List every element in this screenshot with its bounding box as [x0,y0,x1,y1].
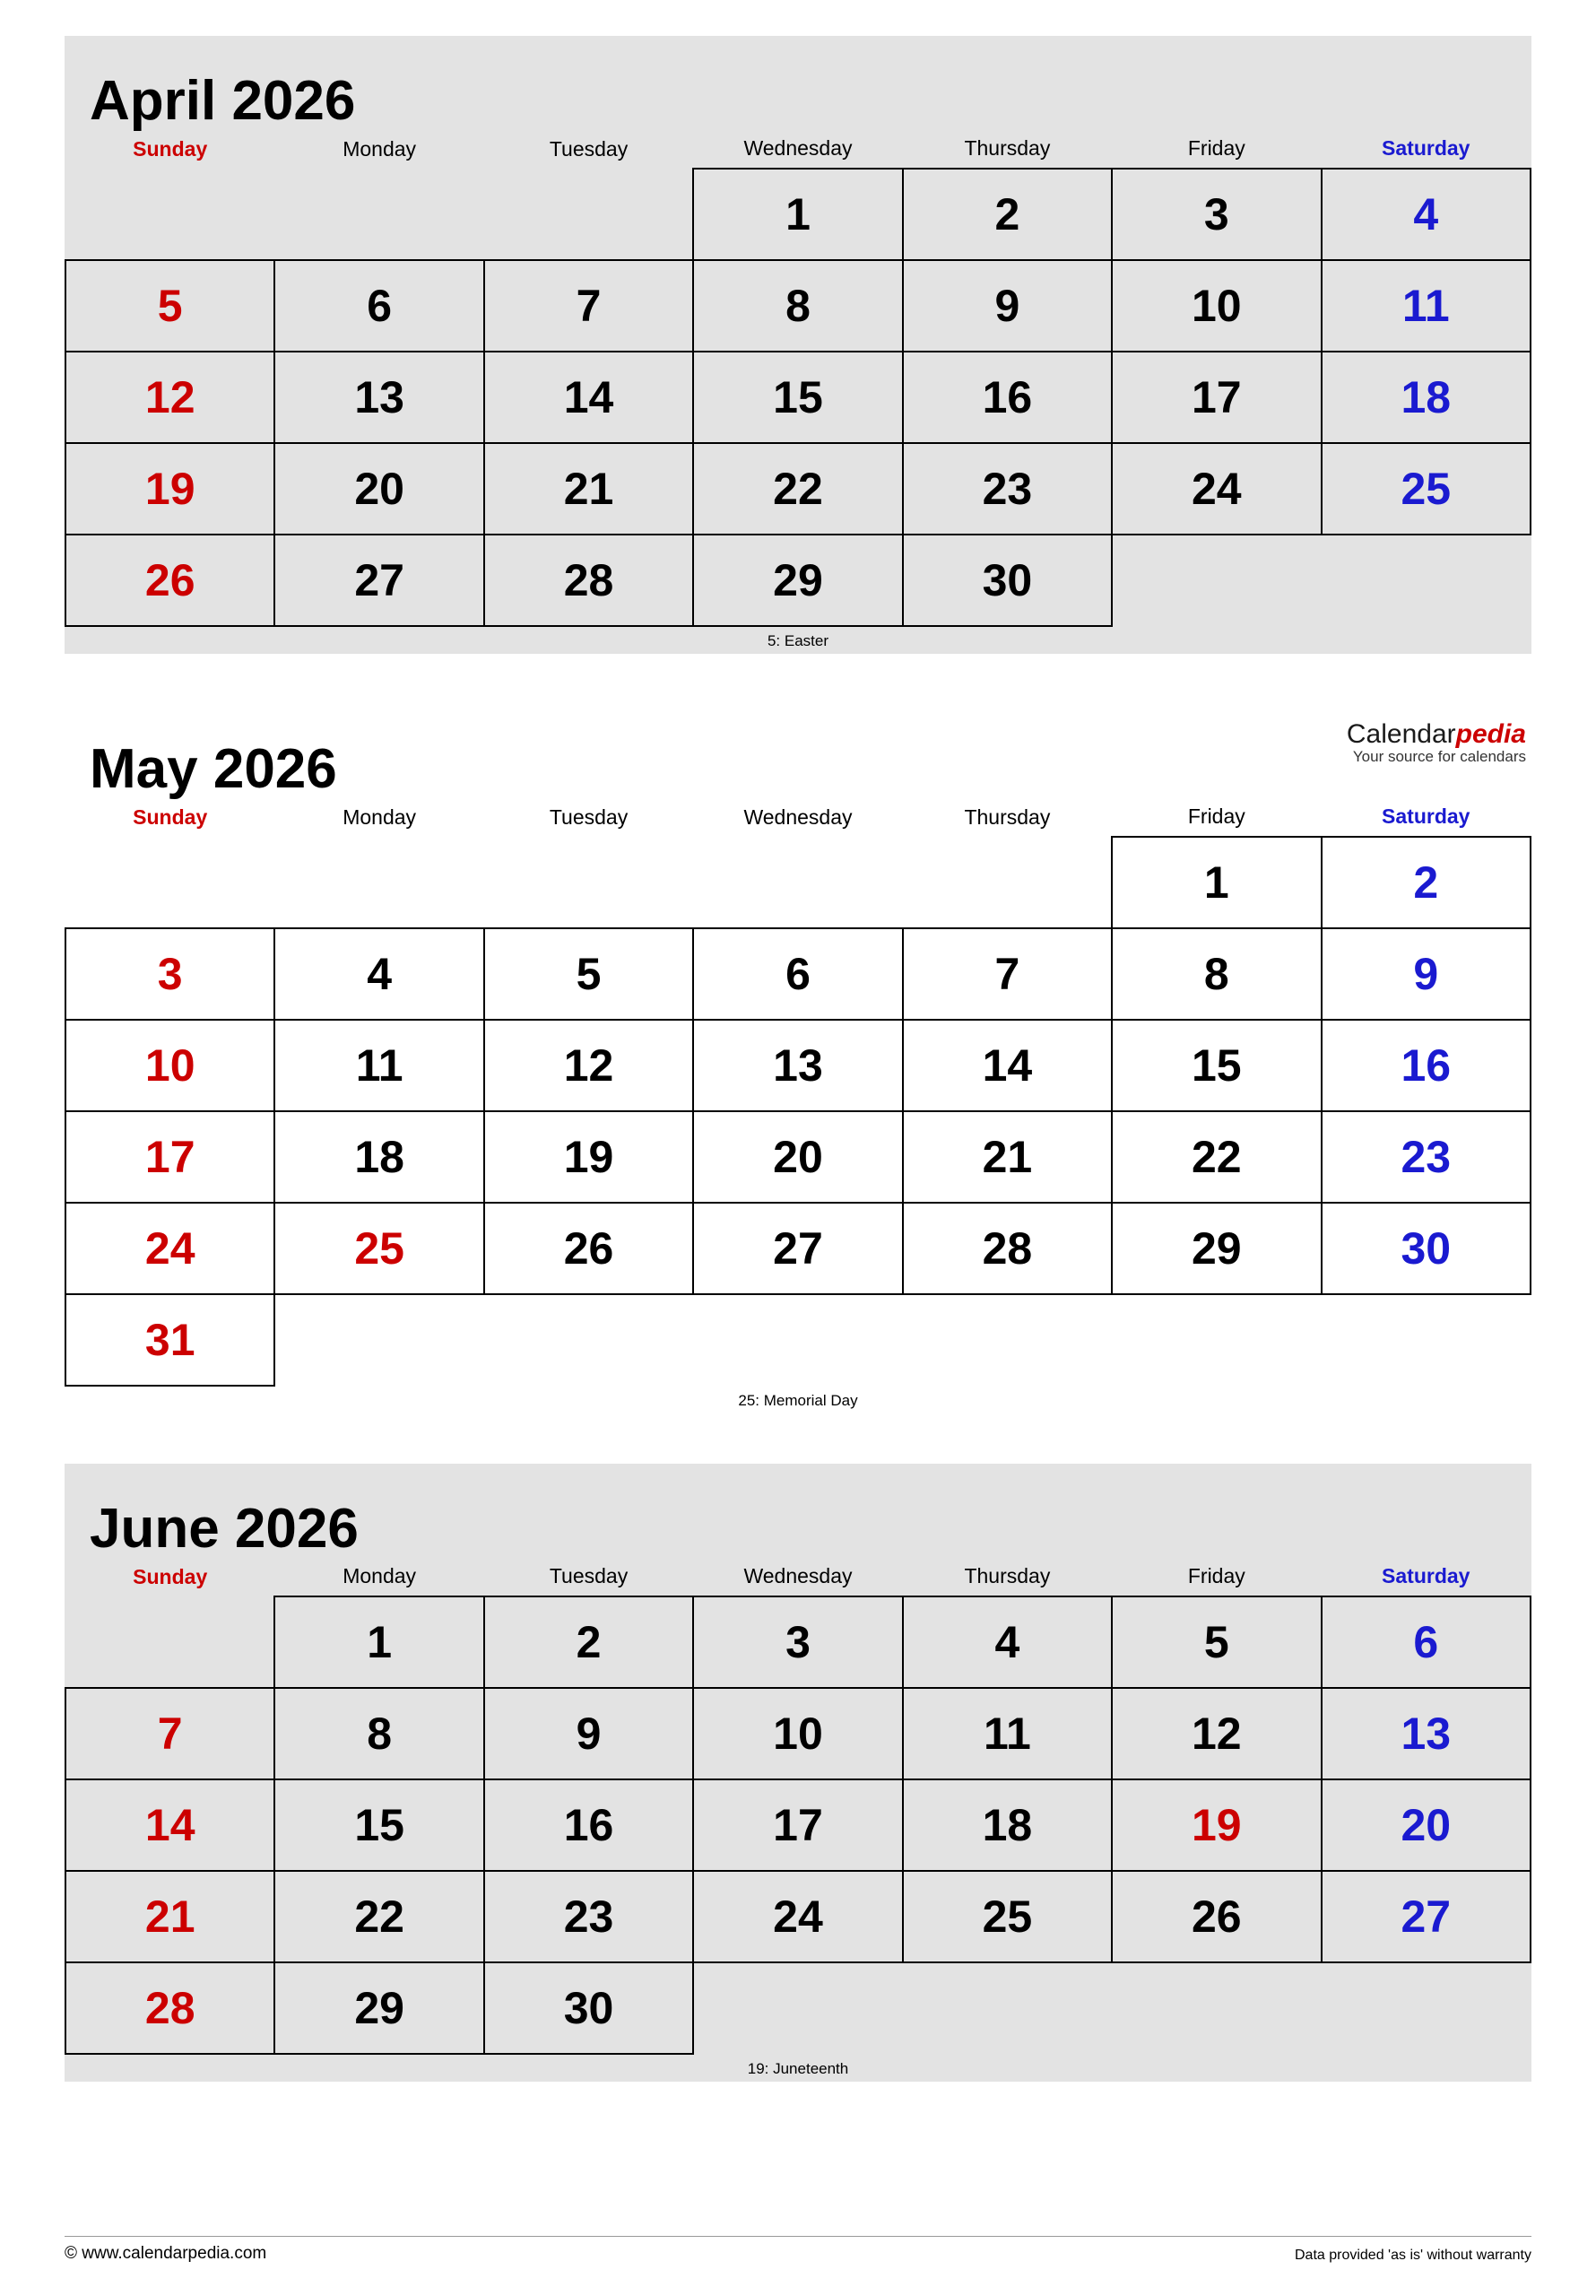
calendar-day-cell[interactable]: 6 [693,928,902,1020]
weekday-tuesday: Tuesday [549,804,629,829]
calendar-day-cell[interactable]: 1 [274,1596,483,1688]
calendar-cell-empty [65,169,274,260]
calendar-day-cell[interactable]: 21 [484,443,693,535]
calendar-day-cell[interactable]: 16 [484,1779,693,1871]
calendar-day-cell[interactable]: 10 [65,1020,274,1111]
calendar-cell-empty [65,1596,274,1688]
weekday-saturday: Saturday [1382,136,1470,160]
calendar-day-cell[interactable]: 7 [484,260,693,352]
calendar-day-cell[interactable]: 20 [274,443,483,535]
calendar-day-cell[interactable]: 6 [1322,1596,1531,1688]
calendar-day-cell[interactable]: 15 [1112,1020,1321,1111]
calendar-cell-empty [1322,1962,1531,2054]
calendar-day-cell[interactable]: 28 [65,1962,274,2054]
calendar-day-cell[interactable]: 17 [65,1111,274,1203]
calendar-cell-empty [693,837,902,928]
calendar-week-row [65,535,1531,626]
may-header [65,704,1531,803]
calendar-day-cell[interactable]: 11 [903,1688,1112,1779]
calendar-day-cell[interactable]: 4 [274,928,483,1020]
calendar-day-cell[interactable]: 12 [65,352,274,443]
calendar-cell-empty [65,837,274,928]
weekday-header-row [65,135,1531,169]
calendar-day-cell[interactable]: 2 [1322,837,1531,928]
calendar-week-row [65,169,1531,260]
april-header [65,36,1531,135]
calendar-day-cell[interactable]: 15 [274,1779,483,1871]
calendar-day-cell[interactable]: 14 [903,1020,1112,1111]
calendar-week-row [65,1779,1531,1871]
calendar-day-cell[interactable]: 19 [65,443,274,535]
calendar-day-cell[interactable]: 8 [693,260,902,352]
calendar-table-june [65,1562,1531,2055]
calendar-day-cell[interactable]: 8 [274,1688,483,1779]
calendar-day-cell[interactable]: 7 [903,928,1112,1020]
weekday-header-row [65,1562,1531,1596]
calendar-day-cell[interactable]: 9 [1322,928,1531,1020]
month-notes-may: 25: Memorial Day [738,1392,858,1409]
brand-tagline: Your source for calendars [1352,747,1526,765]
calendar-day-cell[interactable]: 10 [1112,260,1321,352]
footer-disclaimer: Data provided 'as is' without warranty [1294,2248,1531,2263]
footer-copyright: © www.calendarpedia.com [65,2244,267,2263]
calendar-day-cell[interactable]: 1 [693,169,902,260]
may-band [65,704,1531,1413]
brand-name [1347,720,1526,749]
calendar-cell-empty [1112,1294,1321,1386]
calendar-day-cell[interactable]: 4 [1322,169,1531,260]
weekday-monday: Monday [343,136,417,161]
calendar-cell-empty [693,1962,902,2054]
calendar-day-cell[interactable]: 25 [1322,443,1531,535]
calendar-day-cell[interactable]: 26 [484,1203,693,1294]
calendar-day-cell[interactable]: 18 [903,1779,1112,1871]
calendar-day-cell[interactable]: 12 [484,1020,693,1111]
calendar-day-cell[interactable]: 9 [484,1688,693,1779]
calendar-day-cell[interactable]: 29 [693,535,902,626]
calendar-day-cell[interactable]: 10 [693,1688,902,1779]
calendar-day-cell[interactable]: 17 [1112,352,1321,443]
month-block-june [65,1464,1531,2082]
calendar-day-cell[interactable]: 14 [484,352,693,443]
calendar-day-cell[interactable]: 20 [693,1111,902,1203]
month-block-april [65,36,1531,654]
calendar-day-cell[interactable]: 29 [1112,1203,1321,1294]
calendar-day-cell[interactable]: 3 [693,1596,902,1688]
weekday-friday: Friday [1187,804,1245,828]
calendar-week-row [65,837,1531,928]
april-band [65,36,1531,654]
calendar-day-cell[interactable]: 11 [274,1020,483,1111]
weekday-thursday: Thursday [964,136,1051,160]
weekday-wednesday: Wednesday [743,1564,853,1587]
calendarpedia-logo [1347,720,1526,764]
calendar-day-cell[interactable]: 3 [1112,169,1321,260]
weekday-friday: Friday [1187,136,1245,160]
calendar-day-cell[interactable]: 11 [1322,260,1531,352]
calendar-day-cell[interactable]: 18 [274,1111,483,1203]
calendar-cell-empty [484,169,693,260]
calendar-day-cell[interactable]: 1 [1112,837,1321,928]
calendar-day-cell[interactable]: 27 [274,535,483,626]
calendar-cell-empty [903,1294,1112,1386]
weekday-wednesday: Wednesday [743,136,853,160]
calendar-week-row [65,1962,1531,2054]
calendar-day-cell[interactable]: 8 [1112,928,1321,1020]
calendar-day-cell[interactable]: 12 [1112,1688,1321,1779]
calendar-cell-empty [484,1294,693,1386]
calendar-day-cell[interactable]: 24 [693,1871,902,1962]
calendar-day-cell[interactable]: 28 [903,1203,1112,1294]
calendar-day-cell[interactable]: 16 [903,352,1112,443]
calendar-day-cell[interactable]: 28 [484,535,693,626]
calendar-day-cell[interactable]: 30 [903,535,1112,626]
calendar-cell-empty [903,837,1112,928]
calendar-day-cell[interactable]: 23 [1322,1111,1531,1203]
calendar-day-cell[interactable]: 14 [65,1779,274,1871]
calendar-week-row [65,1596,1531,1688]
calendar-day-cell[interactable]: 21 [903,1111,1112,1203]
calendar-week-row [65,260,1531,352]
calendar-day-cell[interactable]: 24 [65,1203,274,1294]
calendar-day-cell[interactable]: 27 [1322,1871,1531,1962]
calendar-day-cell[interactable]: 3 [65,928,274,1020]
calendar-week-row [65,443,1531,535]
calendar-day-cell[interactable]: 17 [693,1779,902,1871]
calendar-day-cell[interactable]: 13 [274,352,483,443]
calendar-day-cell[interactable]: 26 [1112,1871,1321,1962]
calendar-week-row [65,928,1531,1020]
spacer-2 [65,1413,1531,1464]
weekday-friday: Friday [1187,1564,1245,1587]
calendar-week-row [65,1020,1531,1111]
calendar-day-cell[interactable]: 5 [65,260,274,352]
calendar-cell-empty [1322,535,1531,626]
calendar-week-row [65,352,1531,443]
month-title-june: June 2026 [90,1498,359,1560]
calendar-day-cell[interactable]: 2 [903,169,1112,260]
calendar-week-row [65,1688,1531,1779]
calendar-body-june [65,1596,1531,2054]
calendar-day-cell[interactable]: 23 [903,443,1112,535]
month-title-april: April 2026 [90,70,356,132]
calendar-day-cell[interactable]: 6 [274,260,483,352]
june-band [65,1464,1531,2082]
spacer-1 [65,654,1531,704]
weekday-tuesday: Tuesday [549,1564,629,1587]
weekday-wednesday: Wednesday [743,804,853,829]
calendar-cell-empty [1112,535,1321,626]
calendar-day-cell[interactable]: 20 [1322,1779,1531,1871]
weekday-sunday: Sunday [133,1564,208,1588]
month-title-may: May 2026 [90,738,337,800]
calendar-day-cell[interactable]: 7 [65,1688,274,1779]
weekday-saturday: Saturday [1382,1564,1470,1587]
calendar-day-cell[interactable]: 25 [274,1203,483,1294]
calendar-day-cell[interactable]: 19 [1112,1779,1321,1871]
calendar-cell-empty [274,169,483,260]
calendar-cell-empty [693,1294,902,1386]
calendar-day-cell[interactable]: 25 [903,1871,1112,1962]
calendar-day-cell[interactable]: 9 [903,260,1112,352]
calendar-day-cell[interactable]: 30 [484,1962,693,2054]
brand-name-main: Calendar [1346,719,1456,749]
calendar-day-cell[interactable]: 16 [1322,1020,1531,1111]
calendar-day-cell[interactable]: 24 [1112,443,1321,535]
calendar-week-row [65,1871,1531,1962]
weekday-tuesday: Tuesday [549,136,629,161]
calendar-day-cell[interactable]: 22 [274,1871,483,1962]
june-header [65,1464,1531,1562]
weekday-saturday: Saturday [1382,804,1470,828]
calendar-day-cell[interactable]: 5 [484,928,693,1020]
brand-name-accent: pedia [1455,719,1526,749]
calendar-body-may [65,837,1531,1386]
weekday-monday: Monday [343,804,417,829]
calendar-day-cell[interactable]: 13 [693,1020,902,1111]
calendar-cell-empty [274,837,483,928]
calendar-day-cell[interactable]: 31 [65,1294,274,1386]
calendar-cell-empty [274,1294,483,1386]
calendar-day-cell[interactable]: 5 [1112,1596,1321,1688]
calendar-cell-empty [484,837,693,928]
calendar-day-cell[interactable]: 4 [903,1596,1112,1688]
calendar-day-cell[interactable]: 22 [1112,1111,1321,1203]
weekday-sunday: Sunday [133,804,208,829]
calendar-day-cell[interactable]: 26 [65,535,274,626]
weekday-sunday: Sunday [133,136,208,161]
month-notes-april: 5: Easter [767,632,829,649]
calendar-day-cell[interactable]: 22 [693,443,902,535]
calendar-week-row [65,1111,1531,1203]
calendar-day-cell[interactable]: 2 [484,1596,693,1688]
calendar-day-cell[interactable]: 19 [484,1111,693,1203]
calendar-day-cell[interactable]: 13 [1322,1688,1531,1779]
calendar-cell-empty [1112,1962,1321,2054]
calendar-table-april [65,135,1531,627]
month-notes-june: 19: Juneteenth [747,2060,849,2077]
month-block-may [65,704,1531,1413]
weekday-header-row [65,803,1531,837]
calendar-table-may [65,803,1531,1387]
calendar-day-cell[interactable]: 15 [693,352,902,443]
calendar-week-row [65,1294,1531,1386]
weekday-monday: Monday [343,1564,417,1587]
calendar-cell-empty [903,1962,1112,2054]
calendar-day-cell[interactable]: 27 [693,1203,902,1294]
calendar-cell-empty [1322,1294,1531,1386]
weekday-thursday: Thursday [964,1564,1051,1587]
calendar-body-april [65,169,1531,626]
calendar-day-cell[interactable]: 18 [1322,352,1531,443]
page-footer [65,2236,1531,2264]
calendar-day-cell[interactable]: 21 [65,1871,274,1962]
calendar-day-cell[interactable]: 29 [274,1962,483,2054]
calendar-day-cell[interactable]: 23 [484,1871,693,1962]
calendar-week-row [65,1203,1531,1294]
weekday-thursday: Thursday [964,804,1051,829]
calendar-day-cell[interactable]: 30 [1322,1203,1531,1294]
